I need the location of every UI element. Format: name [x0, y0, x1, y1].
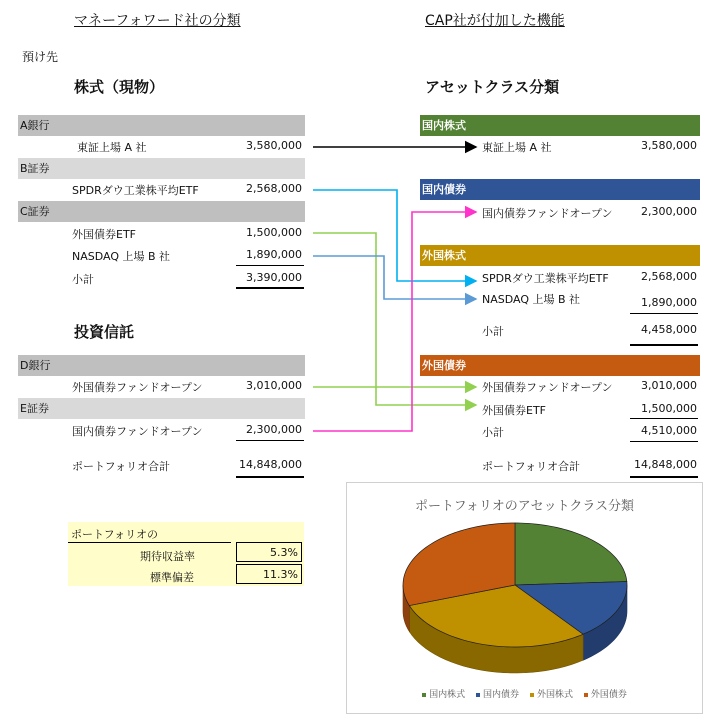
total-value: 14,848,000 [239, 458, 302, 471]
deposit-label: 預け先 [22, 50, 59, 64]
class-name: 外国債券 [422, 359, 466, 372]
legend-item [476, 687, 519, 700]
class-name: 国内株式 [422, 119, 466, 132]
total-label: ポートフォリオ合計 [72, 460, 171, 473]
kpi-value-return: 5.3% [236, 542, 302, 562]
kpi-label-stdev: 標準偏差 [150, 571, 194, 584]
legend-item [530, 687, 573, 700]
item-value: 2,300,000 [246, 423, 302, 436]
item-value: 2,300,000 [641, 205, 697, 218]
class-name: 外国株式 [422, 249, 466, 262]
chart-title: ポートフォリオのアセットクラス分類 [414, 499, 635, 514]
asset-class-title: アセットクラス分類 [425, 78, 560, 96]
item-value: 3,010,000 [246, 379, 302, 392]
subtotal-label: 小計 [72, 273, 94, 286]
left-header: マネーフォワード社の分類 [74, 13, 241, 29]
legend-label: 外国債券 [590, 690, 627, 700]
legend-swatch [530, 693, 534, 697]
item-value: 1,500,000 [641, 402, 697, 415]
item-label: NASDAQ 上場 B 社 [482, 293, 581, 306]
kpi-title: ポートフォリオの [71, 528, 159, 541]
arrow-nasdaq [313, 256, 476, 299]
subtotal-value: 4,510,000 [641, 424, 697, 437]
total-value: 14,848,000 [634, 458, 697, 471]
stocks-title: 株式（現物） [74, 78, 165, 96]
arrow-domestic-bond-fund [313, 212, 476, 431]
item-label: SPDRダウ工業株平均ETF [482, 272, 609, 285]
total-label: ポートフォリオ合計 [482, 460, 581, 473]
item-label: 国内債券ファンドオープン [482, 207, 613, 220]
item-label: 国内債券ファンドオープン [72, 425, 203, 438]
item-label: 外国債券ファンドオープン [72, 381, 203, 394]
legend-swatch [476, 693, 480, 697]
item-label: 外国債券ETF [72, 228, 136, 241]
item-value: 2,568,000 [246, 182, 302, 195]
legend-label: 国内株式 [429, 690, 466, 700]
item-label: SPDRダウ工業株平均ETF [72, 184, 199, 197]
item-value: 1,500,000 [246, 226, 302, 239]
item-value: 3,010,000 [641, 379, 697, 392]
pie-slice [515, 523, 627, 585]
arrow-foreign-bond-etf [313, 233, 476, 405]
legend-label: 外国株式 [536, 690, 573, 700]
item-label: 東証上場 A 社 [77, 141, 147, 154]
pie-chart [346, 482, 703, 714]
subtotal-label: 小計 [482, 426, 504, 439]
item-value: 3,580,000 [641, 139, 697, 152]
bank-name: B証券 [20, 162, 50, 175]
bank-name: E証券 [20, 402, 49, 415]
funds-title: 投資信託 [74, 323, 135, 341]
kpi-value-stdev: 11.3% [236, 564, 302, 584]
arrow-spdr [313, 190, 476, 281]
item-label: 外国債券ファンドオープン [482, 381, 613, 394]
class-name: 国内債券 [422, 183, 466, 196]
bank-name: D銀行 [20, 359, 51, 372]
chart-legend [347, 687, 702, 700]
item-value: 3,580,000 [246, 139, 302, 152]
legend-swatch [422, 693, 426, 697]
subtotal-label: 小計 [482, 325, 504, 338]
legend-item [422, 687, 465, 700]
item-value: 1,890,000 [641, 296, 697, 309]
kpi-label-return: 期待収益率 [140, 550, 195, 563]
item-value: 1,890,000 [246, 248, 302, 261]
item-label: NASDAQ 上場 B 社 [72, 250, 171, 263]
bank-name: C証券 [20, 205, 50, 218]
item-label: 東証上場 A 社 [482, 141, 552, 154]
legend-label: 国内債券 [483, 690, 520, 700]
subtotal-value: 4,458,000 [641, 323, 697, 336]
subtotal-value: 3,390,000 [246, 271, 302, 284]
right-header: CAP社が付加した機能 [425, 13, 565, 29]
pie-svg [347, 513, 702, 683]
item-label: 外国債券ETF [482, 404, 546, 417]
legend-swatch [584, 693, 588, 697]
bank-name: A銀行 [20, 119, 50, 132]
item-value: 2,568,000 [641, 270, 697, 283]
legend-item [584, 687, 627, 700]
